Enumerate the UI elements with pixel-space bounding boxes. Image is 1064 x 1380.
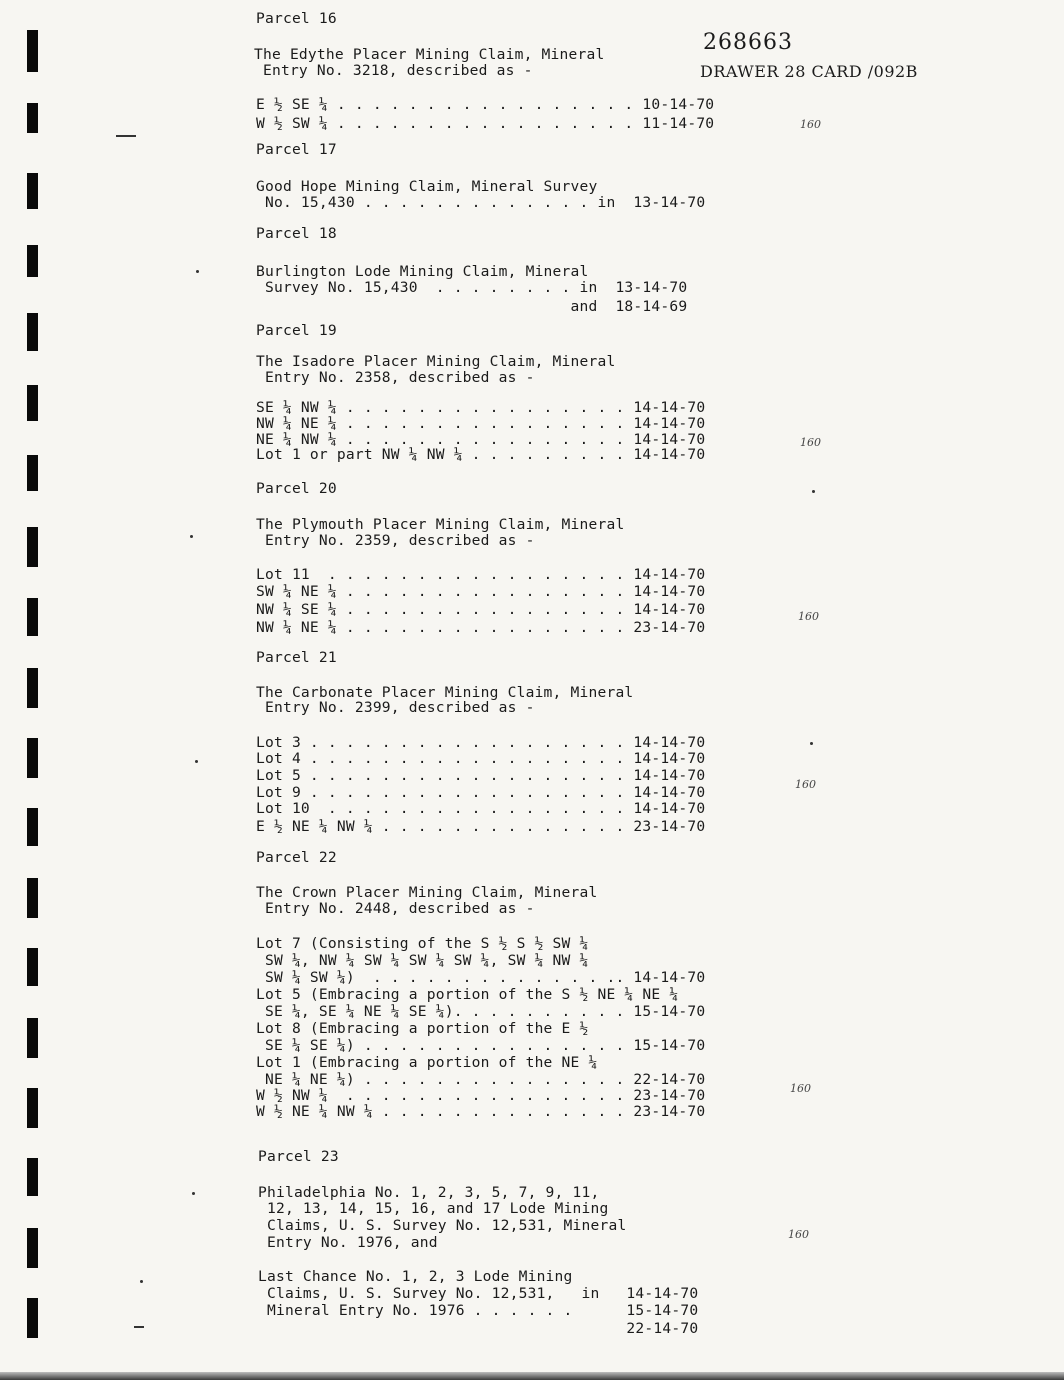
punch-hole	[27, 527, 38, 567]
description-line: Lot 1 (Embracing a portion of the NE ¼	[256, 1054, 598, 1071]
punch-hole	[27, 385, 38, 421]
description-line: SE ¼, SE ¼ NE ¼ SE ¼). . . . . . . . . . 15-14-70	[256, 1003, 706, 1020]
claim-title: Philadelphia No. 1, 2, 3, 5, 7, 9, 11,	[258, 1184, 600, 1201]
margin-note: 160	[788, 1228, 809, 1241]
punch-hole	[27, 948, 38, 986]
description-line: W ½ NW ¼ . . . . . . . . . . . . . . . . 23-14-70	[256, 1087, 706, 1104]
parcel-heading: Parcel 19	[256, 322, 337, 339]
margin-note: 160	[798, 610, 819, 623]
description-line: SE ¼ SE ¼) . . . . . . . . . . . . . . . 15-14-70	[256, 1037, 706, 1054]
scan-edge	[0, 1372, 1064, 1380]
margin-note: 160	[795, 778, 816, 791]
punch-hole	[27, 1088, 38, 1128]
description-line: Lot 9 . . . . . . . . . . . . . . . . . . 14-14-70	[256, 784, 706, 801]
description-line: Claims, U. S. Survey No. 12,531, in 14-14-70	[258, 1285, 699, 1302]
drawer-card-label: DRAWER 28 CARD /092B	[700, 62, 918, 81]
description-line: E ½ SE ¼ . . . . . . . . . . . . . . . . . 10-14-70	[256, 96, 715, 113]
punch-hole	[27, 1298, 38, 1338]
claim-entry: Entry No. 2359, described as -	[256, 532, 535, 549]
description-line: Lot 7 (Consisting of the S ½ S ½ SW ¼	[256, 935, 589, 952]
speck	[195, 760, 198, 763]
description-line: NW ¼ NE ¼ . . . . . . . . . . . . . . . . 23-14-70	[256, 619, 706, 636]
claim-title: The Isadore Placer Mining Claim, Mineral	[256, 353, 616, 370]
description-line: Lot 5 (Embracing a portion of the S ½ NE ¼ NE ¼	[256, 986, 679, 1003]
parcel-heading: Parcel 23	[258, 1148, 339, 1165]
parcel-heading: Parcel 17	[256, 141, 337, 158]
parcel-heading: Parcel 16	[256, 10, 337, 27]
punch-hole	[27, 738, 38, 778]
claim-entry: Entry No. 2399, described as -	[256, 699, 535, 716]
punch-hole	[27, 1018, 38, 1058]
description-line: SW ¼ NE ¼ . . . . . . . . . . . . . . . . 14-14-70	[256, 583, 706, 600]
claim-title: The Plymouth Placer Mining Claim, Mineral	[256, 516, 625, 533]
parcel-heading: Parcel 18	[256, 225, 337, 242]
description-line: Lot 10 . . . . . . . . . . . . . . . . . 14-14-70	[256, 800, 706, 817]
claim-entry: Entry No. 2448, described as -	[256, 900, 535, 917]
speck	[192, 1192, 195, 1195]
claim-title: The Crown Placer Mining Claim, Mineral	[256, 884, 598, 901]
description-line: SE ¼ NW ¼ . . . . . . . . . . . . . . . . 14-14-70	[256, 399, 706, 416]
description-line: Entry No. 1976, and	[258, 1234, 438, 1251]
parcel-heading: Parcel 20	[256, 480, 337, 497]
speck	[812, 490, 815, 493]
margin-note: 160	[790, 1082, 811, 1095]
punch-hole	[27, 313, 38, 351]
punch-hole	[27, 103, 38, 133]
description-line: W ½ SW ¼ . . . . . . . . . . . . . . . . . 11-14-70	[256, 115, 715, 132]
speck	[810, 742, 813, 745]
description-line: SW ¼, NW ¼ SW ¼ SW ¼ SW ¼, SW ¼ NW ¼	[256, 952, 589, 969]
description-line: NE ¼ NW ¼ . . . . . . . . . . . . . . . . 14-14-70	[256, 431, 706, 448]
stray-mark	[116, 135, 136, 137]
description-line: Survey No. 15,430 . . . . . . . . in 13-14-70	[256, 279, 688, 296]
punch-hole	[27, 598, 38, 636]
description-line: NW ¼ SE ¼ . . . . . . . . . . . . . . . . 14-14-70	[256, 601, 706, 618]
punch-hole	[27, 1228, 38, 1268]
description-line: Lot 3 . . . . . . . . . . . . . . . . . . 14-14-70	[256, 734, 706, 751]
margin-note: 160	[800, 118, 821, 131]
description-line: NW ¼ NE ¼ . . . . . . . . . . . . . . . . 14-14-70	[256, 415, 706, 432]
speck	[196, 270, 199, 273]
description-line: NE ¼ NE ¼) . . . . . . . . . . . . . . . 22-14-70	[256, 1071, 706, 1088]
punch-hole	[27, 173, 38, 209]
claim-title: Good Hope Mining Claim, Mineral Survey	[256, 178, 598, 195]
speck	[140, 1280, 143, 1283]
description-line: Lot 5 . . . . . . . . . . . . . . . . . . 14-14-70	[256, 767, 706, 784]
description-line: 12, 13, 14, 15, 16, and 17 Lode Mining	[258, 1200, 609, 1217]
punch-hole	[27, 1158, 38, 1196]
description-line: Claims, U. S. Survey No. 12,531, Mineral	[258, 1217, 627, 1234]
description-line: W ½ NE ¼ NW ¼ . . . . . . . . . . . . . . 23-14-70	[256, 1103, 706, 1120]
description-line: Lot 1 or part NW ¼ NW ¼ . . . . . . . . . 14-14-70	[256, 446, 706, 463]
punch-hole	[27, 808, 38, 846]
punch-hole	[27, 30, 38, 72]
document-number: 268663	[703, 30, 793, 55]
speck	[190, 535, 193, 538]
claim-title: Burlington Lode Mining Claim, Mineral	[256, 263, 589, 280]
claim-title: The Edythe Placer Mining Claim, Mineral	[254, 46, 605, 63]
description-line: 22-14-70	[258, 1320, 699, 1337]
claim-title: The Carbonate Placer Mining Claim, Mineral	[256, 684, 634, 701]
description-line: E ½ NE ¼ NW ¼ . . . . . . . . . . . . . . 23-14-70	[256, 818, 706, 835]
claim-title: Last Chance No. 1, 2, 3 Lode Mining	[258, 1268, 573, 1285]
description-line: and 18-14-69	[256, 298, 688, 315]
description-line: Mineral Entry No. 1976 . . . . . . 15-14-70	[258, 1302, 699, 1319]
description-line: No. 15,430 . . . . . . . . . . . . . in 13-14-70	[256, 194, 706, 211]
parcel-heading: Parcel 21	[256, 649, 337, 666]
description-line: Lot 4 . . . . . . . . . . . . . . . . . . 14-14-70	[256, 750, 706, 767]
description-line: SW ¼ SW ¼) . . . . . . . . . . . . . .. 14-14-70	[256, 969, 706, 986]
punch-hole	[27, 668, 38, 708]
claim-entry: Entry No. 3218, described as -	[254, 62, 533, 79]
stray-mark	[134, 1326, 144, 1328]
punch-hole	[27, 455, 38, 491]
claim-entry: Entry No. 2358, described as -	[256, 369, 535, 386]
parcel-heading: Parcel 22	[256, 849, 337, 866]
margin-note: 160	[800, 436, 821, 449]
punch-hole	[27, 878, 38, 918]
description-line: Lot 8 (Embracing a portion of the E ½	[256, 1020, 589, 1037]
punch-hole	[27, 245, 38, 277]
description-line: Lot 11 . . . . . . . . . . . . . . . . . 14-14-70	[256, 566, 706, 583]
